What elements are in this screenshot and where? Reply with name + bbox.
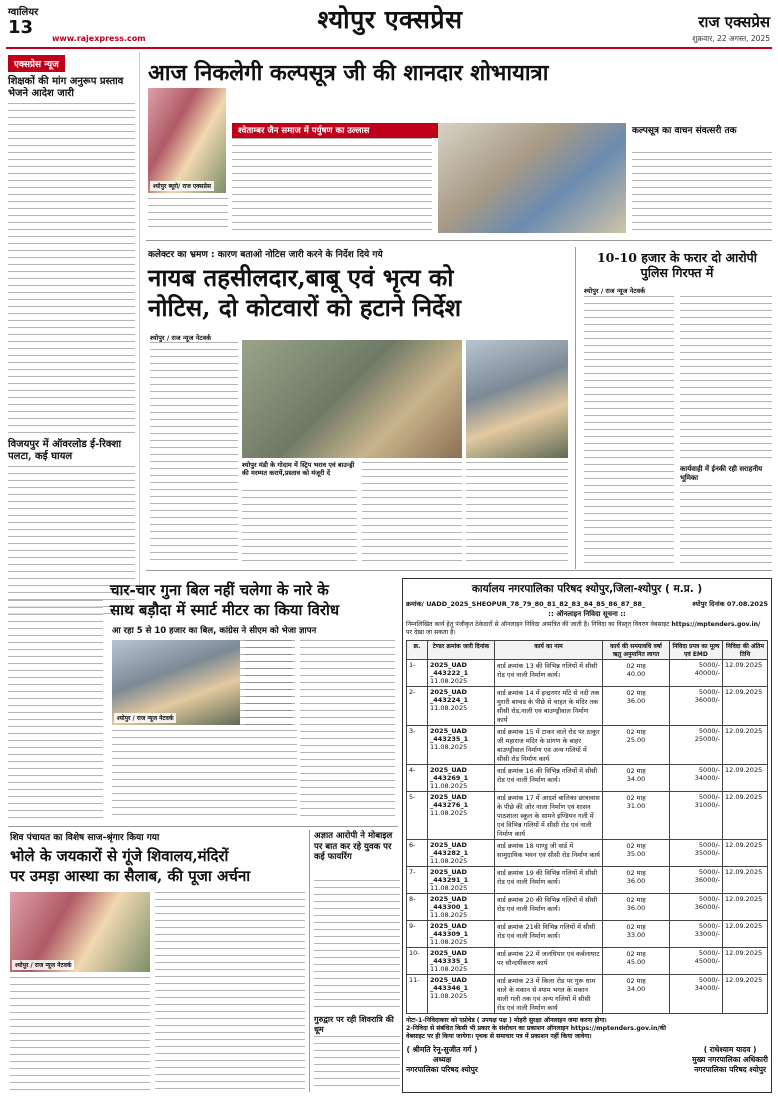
collector-headline-line1: नायब तहसीलदार,बाबू एवं भृत्य को	[148, 263, 454, 292]
tender-row	[407, 867, 768, 894]
tender-intro	[406, 621, 768, 637]
tender-notes	[406, 1017, 768, 1041]
row-tender-no	[428, 687, 495, 726]
temple-body-col2	[155, 892, 305, 1092]
tender-row	[407, 687, 768, 726]
row-duration	[603, 894, 670, 921]
row-duration-value: 02 माह	[626, 869, 646, 877]
row-tender-date: 11.08.2025	[430, 992, 468, 1000]
collector-body-col3	[362, 462, 462, 562]
col-sno: क्र.	[407, 641, 428, 660]
row-sno: 9-	[407, 921, 428, 948]
row-tender-id: 2025_UAD _443276_1	[430, 793, 469, 809]
row-cost: 45.00	[626, 958, 646, 966]
row-emd: 34000/-	[694, 984, 720, 992]
row-cost: 31.00	[626, 802, 646, 810]
row-sno: 11-	[407, 975, 428, 1014]
top-story-side-headline: कल्पसूत्र का वाचन संवत्सरी तक	[632, 126, 737, 136]
row-cost: 36.00	[626, 904, 646, 912]
row-duration	[603, 867, 670, 894]
meter-subhead: आ रहा 5 से 10 हजार का बिल, कांग्रेस ने सीएम को भेजा ज्ञापन	[112, 626, 317, 636]
firing-sub-body	[314, 1036, 400, 1092]
row-emd: 36000/-	[694, 876, 720, 884]
row-tender-id: 2025_UAD _443300_1	[430, 895, 469, 911]
temple-byline: श्योपुर / राज न्यूज नेटवर्क	[12, 960, 74, 970]
sidebar-story1-body	[8, 103, 135, 433]
arrest-body-col3	[680, 485, 772, 564]
row-fee-value: 5000/-	[698, 949, 720, 957]
top-story-body-left	[148, 198, 228, 233]
sidebar-story2-headline: विजयपुर में ऑवरलोड ई-रिक्शा पलटा, कई घायल	[8, 439, 122, 462]
row-fee-value: 5000/-	[698, 793, 720, 801]
issue-date: शुक्रवार, 22 अगस्त, 2025	[692, 34, 770, 43]
row-tender-date: 11.08.2025	[430, 782, 468, 790]
tender-table	[406, 640, 768, 1014]
collector-photo-2	[466, 340, 568, 458]
row-sno: 4-	[407, 765, 428, 792]
row-duration-value: 02 माह	[626, 794, 646, 802]
row-fee	[670, 792, 723, 840]
tender-rows	[407, 660, 768, 1014]
row-tender-no	[428, 765, 495, 792]
row-duration-value: 02 माह	[626, 923, 646, 931]
top-story-byline: श्योपुर ब्यूरो/ राज एक्सप्रेस	[150, 181, 214, 191]
row-fee-value: 5000/-	[698, 895, 720, 903]
row-work: वार्ड क्रमांक 23 में किला रोड पर गुरू धाम वाले के मकान से श्याम भगत के मकान वाली गली तक एवं अन्य गलियों में सीसी रोड एवं नाली निर्माण कार्य	[495, 975, 603, 1014]
collector-body-col4	[466, 462, 568, 562]
top-story-body	[232, 138, 432, 233]
temple-body-col1	[10, 977, 150, 1092]
temple-headline-line2: पर उमड़ा आस्था का सैलाब, की पूजा अर्चना	[10, 867, 251, 885]
top-story-side-body	[632, 152, 772, 234]
tender-website-suffix: पर देखा जा सकता है।	[406, 629, 456, 636]
row-duration	[603, 840, 670, 867]
row-emd: 45000/-	[694, 957, 720, 965]
row-cost: 36.00	[626, 697, 646, 705]
arrest-headline: 10-10 हजार के फरार दो आरोपी पुलिस गिरफ्त में	[596, 250, 758, 280]
row-tender-date: 11.08.2025	[430, 911, 468, 919]
row-tender-id: 2025_UAD _443282_1	[430, 841, 469, 857]
row-work: वार्ड क्रमांक 14 में इन्द्रनगर माँटे से नदी तक मुरारी बाग्वड के पीछे से चाहत के मंदिर तक सीसी रोड,नाली एवं बाउण्ड्रीवाल निर्माण कार्य	[495, 687, 603, 726]
masthead-divider	[6, 47, 772, 49]
row-tender-date: 11.08.2025	[430, 857, 468, 865]
sidebar-tag: एक्सप्रेस न्यूज	[8, 55, 65, 72]
tender-row	[407, 894, 768, 921]
row-emd: 25000/-	[694, 735, 720, 743]
masthead-left	[8, 4, 38, 38]
row-tender-id: 2025_UAD _443291_1	[430, 868, 469, 884]
page-number: 13	[8, 17, 34, 38]
arrest-body-col1	[584, 296, 674, 564]
row-fee	[670, 660, 723, 687]
row-tender-id: 2025_UAD _443346_1	[430, 976, 469, 992]
brand-name: राज एक्सप्रेस	[698, 13, 770, 31]
signer-right	[692, 1045, 768, 1075]
tender-row	[407, 840, 768, 867]
tender-note-3: वेबसाइट पर ही किया जायेगा। पृथक से समाचार पत्र में प्रकाशन नहीं किया जावेगा।	[406, 1033, 592, 1040]
row-sno: 5-	[407, 792, 428, 840]
collector-caption1: श्योपुर मंडी के गोदाम में स्ट्रिप भराव एवं बाउन्ड्री की मरम्मत करायें,प्रस्ताव को मंजूरी दें	[242, 461, 355, 477]
row-fee-value: 5000/-	[698, 922, 720, 930]
temple-kicker: शिव पंचायत का विशेष साज-श्रृंगार किया गया	[10, 833, 160, 843]
tender-row	[407, 726, 768, 765]
row-last-date: 12.09.2025	[723, 765, 768, 792]
tender-note-2: 2-निविदा से संबंधित किसी भी प्रकार के संशोधन का प्रकाशन ऑनलाइन https://mptenders.gov.in/की	[406, 1025, 667, 1032]
collector-headline	[148, 263, 568, 323]
row-cost: 34.00	[626, 985, 646, 993]
row-work: वार्ड क्रमांक 21की विभिन्न गलियों में सीसी रोड एवं नाली निर्माण कार्य।	[495, 921, 603, 948]
row-fee-value: 5000/-	[698, 766, 720, 774]
row-tender-id: 2025_UAD _443269_1	[430, 766, 469, 782]
row-fee-value: 5000/-	[698, 868, 720, 876]
row-tender-date: 11.08.2025	[430, 965, 468, 973]
meter-headline	[110, 580, 400, 620]
row-tender-date: 11.08.2025	[430, 884, 468, 892]
row-cost: 36.00	[626, 877, 646, 885]
row-work: वार्ड क्रमांक 18 पाण्डु जी वार्ड में सामुदायिक भवन एवं सीसी रोड निर्माण कार्य	[495, 840, 603, 867]
top-story-headline: आज निकलेगी कल्पसूत्र जी की शानदार शोभायात्रा	[148, 60, 549, 86]
row-last-date: 12.09.2025	[723, 975, 768, 1014]
row-tender-no	[428, 726, 495, 765]
tender-notice-title: :: ऑनलाइन निविदा सूचना ::	[548, 610, 626, 618]
row-fee	[670, 726, 723, 765]
collector-body-col2	[242, 490, 357, 562]
row-duration-value: 02 माह	[626, 662, 646, 670]
row-duration	[603, 792, 670, 840]
row-duration	[603, 687, 670, 726]
row-sno: 8-	[407, 894, 428, 921]
meter-body-bottom	[112, 730, 297, 820]
row-fee	[670, 894, 723, 921]
row-sno: 6-	[407, 840, 428, 867]
row-tender-id: 2025_UAD _443235_1	[430, 727, 469, 743]
signer-right-name: ( राधेश्याम यादव )	[703, 1045, 757, 1054]
row-tender-date: 11.08.2025	[430, 704, 468, 712]
temple-photo	[10, 892, 150, 972]
tender-notice	[402, 578, 772, 1093]
col-tender-no: टेण्डर क्रमांक जारी दिनांक	[428, 641, 495, 660]
row-tender-no	[428, 975, 495, 1014]
row-cost: 35.00	[626, 850, 646, 858]
tender-row	[407, 921, 768, 948]
row-work: वार्ड क्रमांक 15 में टाकर वाले रोड पर ठाकुर जी महाराज मंदिर के प्रांगण के बाहर बाउण्ड्रीवाल निर्माण एवं अन्य गलियों में सीसी रोड निर्माण कार्य	[495, 726, 603, 765]
row-duration-value: 02 माह	[626, 977, 646, 985]
top-story-subhead: श्वेताम्बर जैन समाज में पर्युषण का उल्लास	[232, 123, 482, 138]
row-emd: 34000/-	[694, 774, 720, 782]
row-last-date: 12.09.2025	[723, 840, 768, 867]
divider	[575, 247, 576, 569]
row-emd: 36000/-	[694, 696, 720, 704]
row-sno: 1-	[407, 660, 428, 687]
row-sno: 3-	[407, 726, 428, 765]
row-fee	[670, 765, 723, 792]
row-work: वार्ड क्रमांक 22 में जलधिपार एवं कर्बलाघाट पर सौन्दर्यीकरण कार्य	[495, 948, 603, 975]
row-tender-no	[428, 921, 495, 948]
row-duration	[603, 726, 670, 765]
row-tender-no	[428, 894, 495, 921]
row-tender-no	[428, 867, 495, 894]
row-last-date: 12.09.2025	[723, 867, 768, 894]
website-link[interactable]: www.rajexpress.com	[52, 34, 146, 43]
row-tender-date: 11.08.2025	[430, 743, 468, 751]
row-last-date: 12.09.2025	[723, 894, 768, 921]
col-duration: कार्य की समयावधि वर्षा ऋतु अनुमानित लागत	[603, 641, 670, 660]
row-last-date: 12.09.2025	[723, 792, 768, 840]
signer-right-title: मुख्य नगरपालिका अधिकारी	[692, 1055, 768, 1064]
row-emd: 40000/-	[694, 669, 720, 677]
firing-body	[314, 880, 400, 1010]
row-sno: 7-	[407, 867, 428, 894]
row-duration-value: 02 माह	[626, 689, 646, 697]
meter-photo	[112, 640, 240, 725]
row-work: वार्ड क्रमांक 19 की विभिन्न गलियों में सीसी रोड एवं नाली निर्माण कार्य।	[495, 867, 603, 894]
col-last-date: निविदा की अंतिम तिथि	[723, 641, 768, 660]
row-tender-no	[428, 840, 495, 867]
row-last-date: 12.09.2025	[723, 921, 768, 948]
row-tender-id: 2025_UAD _443335_1	[430, 949, 469, 965]
row-duration	[603, 660, 670, 687]
row-fee	[670, 687, 723, 726]
col-work: कार्य का नाम	[495, 641, 603, 660]
signer-left	[406, 1045, 478, 1075]
divider	[146, 570, 772, 571]
row-fee-value: 5000/-	[698, 727, 720, 735]
meter-headline-line2: साथ बड़ौदा में स्मार्ट मीटर का किया विरोध	[110, 601, 340, 619]
row-last-date: 12.09.2025	[723, 660, 768, 687]
row-tender-date: 11.08.2025	[430, 809, 468, 817]
temple-headline-line1: भोले के जयकारों से गूंजे शिवालय,मंदिरों	[10, 847, 229, 865]
collector-kicker: कलेक्टर का भ्रमण : कारण बताओ नोटिस जारी करने के निर्देश दिये गये	[148, 250, 383, 260]
row-emd: 36000/-	[694, 903, 720, 911]
row-cost: 33.00	[626, 931, 646, 939]
collector-byline: श्योपुर / राज न्यूज नेटवर्क	[150, 334, 212, 342]
row-duration-value: 02 माह	[626, 842, 646, 850]
tender-row	[407, 660, 768, 687]
row-emd: 35000/-	[694, 849, 720, 857]
city-label: ग्वालियर	[8, 7, 39, 18]
row-last-date: 12.09.2025	[723, 687, 768, 726]
row-duration-value: 02 माह	[626, 896, 646, 904]
collector-body-col1	[150, 342, 238, 562]
meter-body-col2	[300, 640, 395, 820]
row-duration-value: 02 माह	[626, 728, 646, 736]
signer-left-name: ( श्रीमति रेनू-सुजीत गर्ग )	[406, 1045, 478, 1054]
sidebar-story1-headline: शिक्षकों की मांग अनुरूप प्रस्ताव भेजने आदेश जारी	[8, 76, 124, 99]
row-tender-id: 2025_UAD _443224_1	[430, 688, 469, 704]
row-fee-value: 5000/-	[698, 688, 720, 696]
row-cost: 40.00	[626, 670, 646, 678]
divider	[309, 830, 310, 1092]
sidebar-column	[8, 52, 140, 592]
top-story-photo-left	[148, 88, 226, 193]
tender-row	[407, 948, 768, 975]
row-duration	[603, 975, 670, 1014]
row-duration-value: 02 माह	[626, 950, 646, 958]
row-duration	[603, 921, 670, 948]
row-work: वार्ड क्रमांक 17 में आदर्श बालिका छात्रावास के पीछे की ओर नाला निर्माण एवं शासन पाठशाला स्कूल के सामने इण्डियन गली में एवं विभिन्न गलियों में सीसी रोड एवं नाली निर्माण कार्य	[495, 792, 603, 840]
tender-note-1: नोटः-1-निविदाकार को एप्रोवेड ( उपयक्ष पक्ष ) मोहरी सुरक्षा ऑनलाइन जमा करना होगा।	[406, 1017, 607, 1024]
row-emd: 33000/-	[694, 930, 720, 938]
row-tender-no	[428, 792, 495, 840]
col-fee: निविदा प्रपत्र का मूल्य एवं EMD	[670, 641, 723, 660]
row-tender-id: 2025_UAD _443222_1	[430, 661, 469, 677]
row-work: वार्ड क्रमांक 20 की विभिन्न गलियों में सीसी रोड एवं नाली निर्माण कार्य।	[495, 894, 603, 921]
firing-headline: अज्ञात आरोपी ने मोबाइल पर बात कर रहे युवक पर कई फायरिंग	[314, 831, 393, 862]
firing-subhead: गुरुद्वार पर रही शिवरात्रि की धूम	[314, 1014, 394, 1034]
divider	[8, 826, 398, 827]
top-story-photo-right	[438, 123, 626, 233]
meter-byline: श्योपुर / राज न्यूज नेटवर्क	[114, 713, 176, 723]
collector-photo	[242, 340, 462, 458]
row-fee	[670, 975, 723, 1014]
collector-headline-line2: नोटिस, दो कोटवारों को हटाने निर्देश	[148, 293, 462, 322]
row-work: वार्ड क्रमांक 16 की विभिन्न गलियों में सीसी रोड एवं नाली निर्माण कार्य।	[495, 765, 603, 792]
row-fee-value: 5000/-	[698, 976, 720, 984]
sidebar-cont-body	[8, 600, 103, 820]
row-sno: 10-	[407, 948, 428, 975]
row-fee	[670, 948, 723, 975]
tender-ref-date: श्योपुर दिनांक 07.08.2025	[692, 600, 768, 608]
row-sno: 2-	[407, 687, 428, 726]
row-tender-id: 2025_UAD _443309_1	[430, 922, 469, 938]
arrest-byline: श्योपुर / राज न्यूज नेटवर्क	[584, 287, 646, 295]
row-tender-date: 11.08.2025	[430, 677, 468, 685]
row-work: वार्ड क्रमांक 13 की विभिन्न गलियों में सीसी रोड एवं नाली निर्माण कार्य।	[495, 660, 603, 687]
tender-office: कार्यालय नगरपालिका परिषद श्योपुर,जिला-श्योपुर ( म.प्र. )	[471, 583, 703, 595]
signer-left-title: अध्यक्ष	[432, 1055, 452, 1064]
row-cost: 34.00	[626, 775, 646, 783]
tender-row	[407, 975, 768, 1014]
tender-row	[407, 765, 768, 792]
arrest-subhead: कार्यवाही में ईनकी रही सराहनीय भूमिका	[680, 465, 763, 482]
temple-headline	[10, 846, 310, 886]
divider	[146, 240, 772, 241]
tender-website-link[interactable]: https://mptenders.gov.in/	[671, 621, 761, 628]
row-tender-no	[428, 660, 495, 687]
row-fee-value: 5000/-	[698, 841, 720, 849]
meter-body-col1	[245, 640, 295, 725]
arrest-body-col2	[680, 296, 772, 461]
row-fee	[670, 840, 723, 867]
row-last-date: 12.09.2025	[723, 726, 768, 765]
signer-right-org: नगरपालिका परिषद श्योपुर	[694, 1065, 767, 1074]
tender-row	[407, 792, 768, 840]
edition-title: श्योपुर एक्सप्रेस	[317, 5, 463, 34]
signer-left-org: नगरपालिका परिषद श्योपुर	[406, 1065, 479, 1074]
tender-intro-text: निम्नलिखित कार्य हेतु पंजीकृत ठेकेदारों से ऑनलाइन निविदा आमंत्रित की जाती है। निविदा का विस्तृत विवरण वेबसाइट	[406, 621, 670, 628]
row-cost: 25.00	[626, 736, 646, 744]
row-duration	[603, 948, 670, 975]
row-fee	[670, 867, 723, 894]
row-tender-date: 11.08.2025	[430, 938, 468, 946]
meter-headline-line1: चार-चार गुना बिल नहीं चलेगा के नारे के	[110, 581, 329, 599]
row-fee	[670, 921, 723, 948]
row-tender-no	[428, 948, 495, 975]
tender-ref: क्रमांक/ UADD_2025_SHEOPUR_78_79_80_81_82_83_84_85_86_87_88_	[406, 600, 646, 608]
row-last-date: 12.09.2025	[723, 948, 768, 975]
row-emd: 31000/-	[694, 801, 720, 809]
row-duration-value: 02 माह	[626, 767, 646, 775]
row-fee-value: 5000/-	[698, 661, 720, 669]
row-duration	[603, 765, 670, 792]
